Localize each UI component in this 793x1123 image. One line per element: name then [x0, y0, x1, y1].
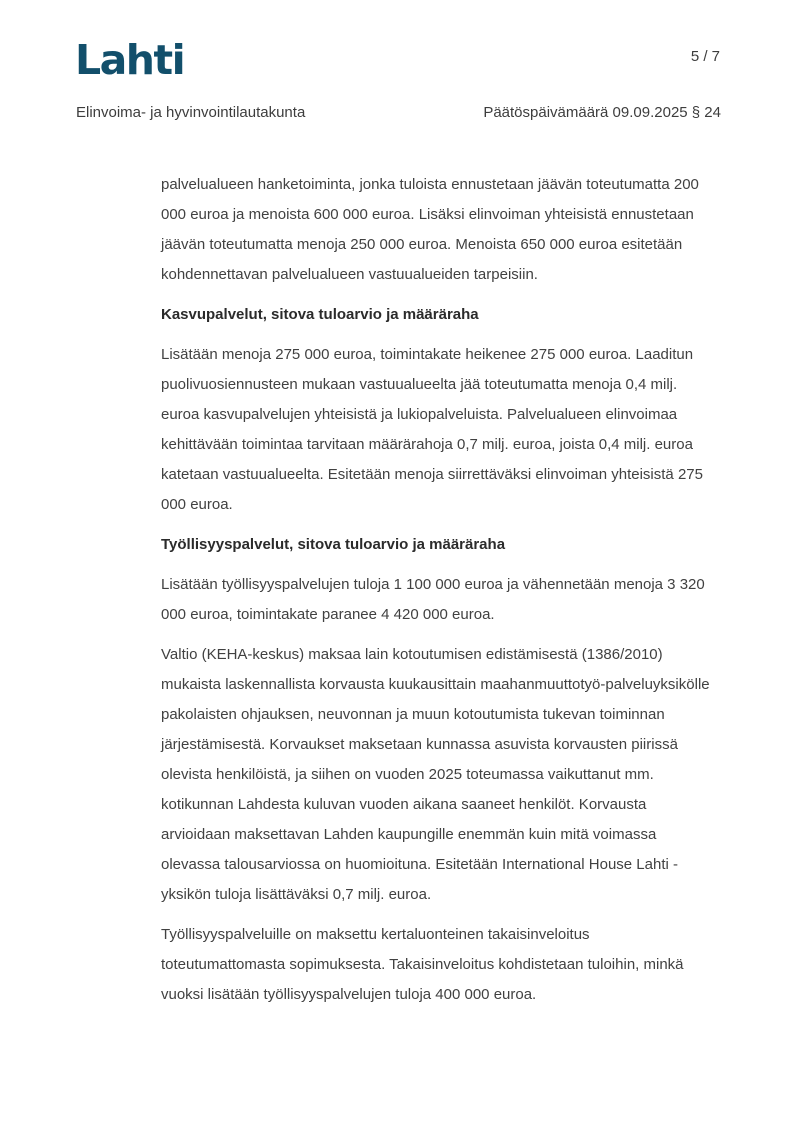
document-header-row [76, 104, 721, 121]
lahti-logo: Lahti [75, 36, 185, 84]
paragraph-budget-forecast: palvelualueen hanketoiminta, jonka tuloista ennustetaan jäävän toteutumatta 200 000 euroa ja menoista 600 000 euroa. Lisäksi elinvoiman yhteisistä ennustetaan jäävän toteutumatta menoja 250 000 euroa. Menoista 650 000 euroa esitetään kohdennettavan palvelualueen vastuualueiden tarpeisiin. [161, 176, 699, 283]
paragraph-keha-keskus-korvaus: Valtio (KEHA-keskus) maksaa lain kotoutumisen edistämisestä (1386/2010) mukaista laskennallista korvausta kuukausittain maahanmuuttotyö-palveluyksikölle pakolaisten ohjauksen, neuvonnan ja muun kotoutumista tukevan toiminnan järjestämisestä. Korvaukset maksetaan kunnassa asuvista korvausten piirissä olevista henkilöistä, ja siihen on vuoden 2025 toteumassa vaikuttanut mm. kotikunnan Lahdesta kuluvan vuoden aikana saaneet henkilöt. Korvausta arvioidaan maksettavan Lahden kaupungille enemmän kuin mitä voimassa olevassa talousarviossa on huomioituna. Esitetään International House Lahti -yksikön tuloja lisättäväksi 0,7 milj. euroa. [161, 646, 710, 903]
paragraph-takaisinveloitus: Työllisyyspalveluille on maksettu kertaluonteinen takaisinveloitus toteutumattomasta sopimuksesta. Takaisinveloitus kohdistetaan tuloihin, minkä vuoksi lisätään työllisyyspalvelujen tuloja 400 000 euroa. [161, 926, 684, 1003]
paragraph-tyollisyyspalvelut-totals: Lisätään työllisyyspalvelujen tuloja 1 100 000 euroa ja vähennetään menoja 3 320 000 euroa, toimintakate paranee 4 420 000 euroa. [161, 576, 705, 623]
decision-date: Päätöspäivämäärä 09.09.2025 § 24 [483, 104, 721, 121]
document-body [161, 170, 717, 1020]
paragraph-kasvupalvelut-detail: Lisätään menoja 275 000 euroa, toimintakate heikenee 275 000 euroa. Laaditun puolivuosiennusteen mukaan vastuualueelta jää toteutumatta menoja 0,4 milj. euroa kasvupalvelujen yhteisistä ja lukiopalveluista. Palvelualueen elinvoimaa kehittävään toimintaa tarvitaan määrärahoja 0,7 milj. euroa, joista 0,4 milj. euroa katetaan vastuualueelta. Esitetään menoja siirrettäväksi elinvoiman yhteisistä 275 000 euroa. [161, 346, 703, 513]
committee-name: Elinvoima- ja hyvinvointilautakunta [76, 104, 306, 121]
page-number: 5 / 7 [690, 48, 720, 65]
section-heading-tyollisyyspalvelut: Työllisyyspalvelut, sitova tuloarvio ja määräraha [161, 536, 506, 553]
section-heading-kasvupalvelut: Kasvupalvelut, sitova tuloarvio ja määräraha [161, 306, 479, 323]
